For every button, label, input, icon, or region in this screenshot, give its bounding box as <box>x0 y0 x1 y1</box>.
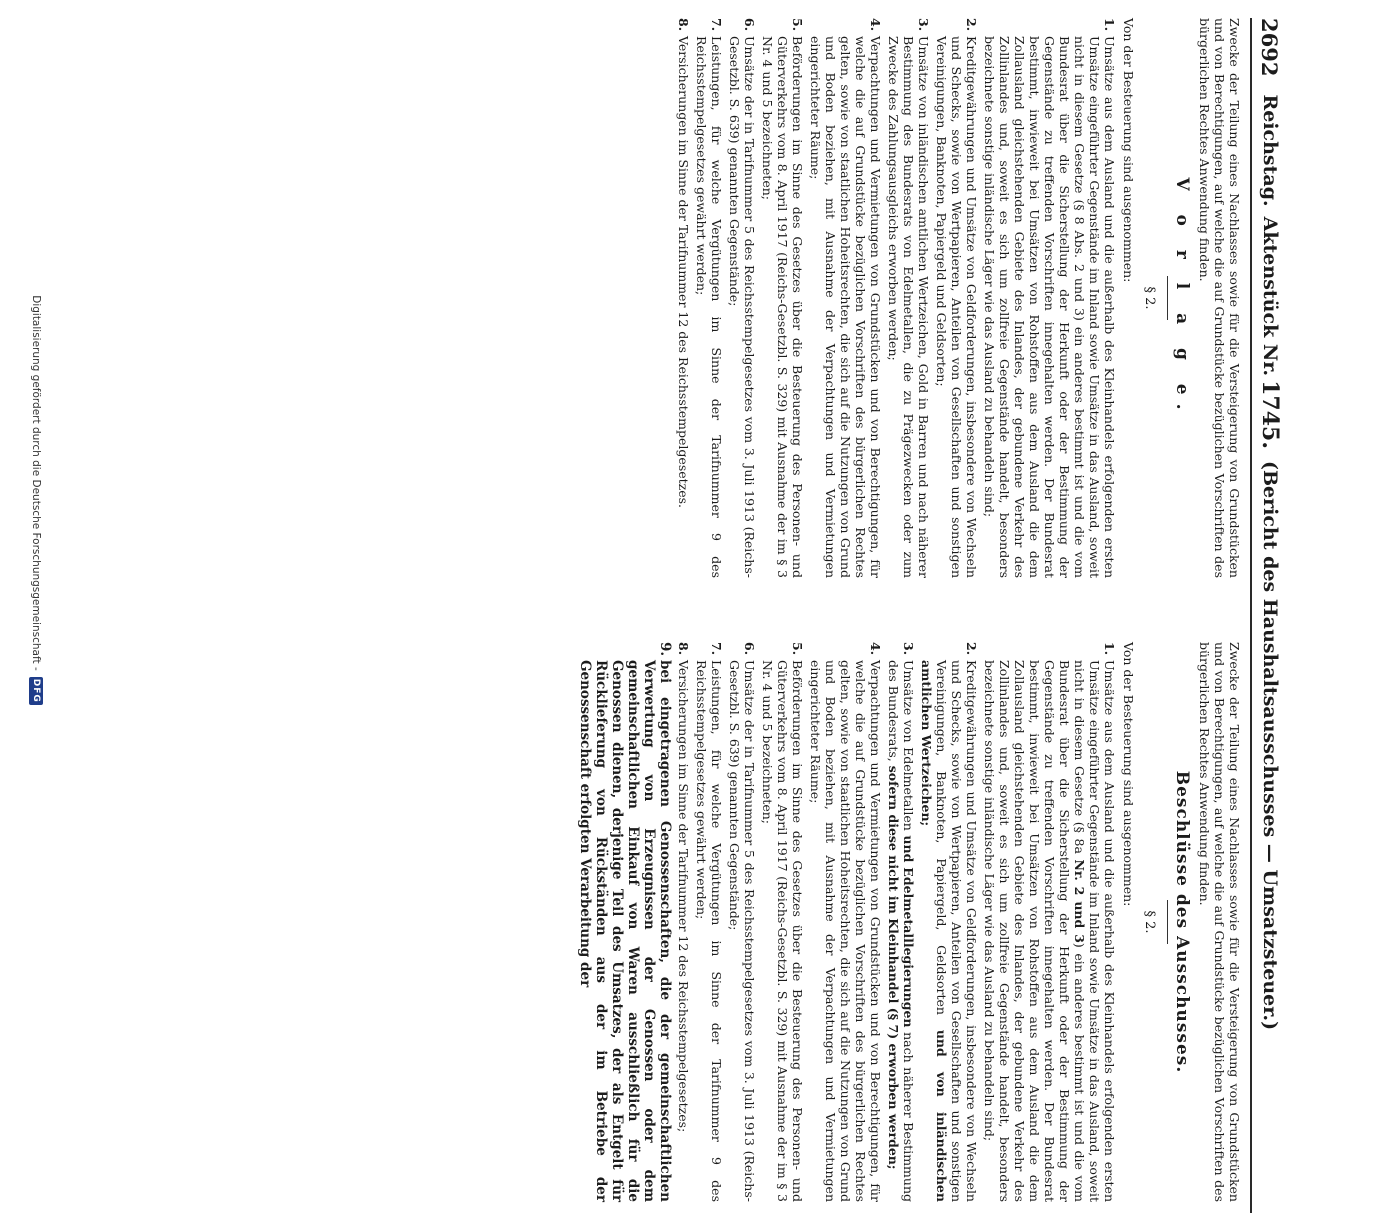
item-number: 3. <box>901 642 916 656</box>
item-number: 7. <box>709 642 724 656</box>
column-beschluesse <box>574 642 1242 1202</box>
item-text: Leistungen, für welche Vergütungen im Sinne der Tarifnummer 9 des Reichsstempelgesetzes gewährt werden; <box>694 660 724 1202</box>
item-text: Umsätze von inländischen amtlichen Wertzeichen, Gold in Barren und nach näherer Bestimmung des Bundesrats von Edelmetallen, die zu Prägezwecken oder zum Zwecke des Zahlungsausgleichs erworben werden; <box>886 36 931 578</box>
item-text: Kreditgewährungen und Umsätze von Geldforderungen, insbesondere von Wechseln und Schecks, sowie von Wertpapieren, Anteilen von Gesellschaften und sonstigen Vereinigungen, Banknoten, Papiergeld, Geldsorten und von inländischen amtlichen Wertzeichen; <box>919 660 979 1202</box>
list-item <box>934 18 979 578</box>
digitization-credit <box>25 0 47 1000</box>
section-heading: § 2. <box>1142 910 1157 934</box>
list-item <box>676 18 691 578</box>
exemption-list <box>676 18 1117 578</box>
item-number: 8. <box>676 18 691 32</box>
list-item <box>694 18 724 578</box>
item-number: 7. <box>709 18 724 32</box>
item-text: Umsätze aus dem Ausland und die außerhalb des Kleinhandels erfolgenden ersten Umsätze eingeführter Gegenstände im Inland sowie Umsätze in das Ausland, soweit nicht in diesem Gesetze (§ 8a Nr. 2 und 3) ein anderes bestimmt ist und die vom Bundesrat über die Sicherstellung der Herkunft oder der Bestimmung der Gegenstände zu treffenden Vorschriften innegehalten werden. Der Bundesrat bestimmt, inwieweit bei Umsätzen von Rohstoffen aus dem Ausland die dem Zollausland gleichstehenden Gebiete des Inlandes, der gebundene Verkehr des Zollinlandes und, soweit es sich um zollfreie Gegenstände handelt, besonders bezeichnete sonstige inländische Läger wie das Ausland zu behandeln sind; <box>982 660 1117 1202</box>
list-item <box>886 18 931 578</box>
document-number: 1745. <box>1257 380 1283 449</box>
column-vorlage <box>673 18 1242 578</box>
item-number: 4. <box>868 18 883 32</box>
intro-paragraph: Zwecke der Teilung eines Nachlasses sowie für die Versteigerung von Grundstücken und von Berechtigungen, auf welche die auf Grundstücke bezüglichen Vorschriften des bürgerlichen Rechtes Anwendung finden. <box>1197 18 1242 578</box>
item-number: 8. <box>676 642 691 656</box>
header-subtitle: (Bericht des Haushaltsausschusses — Umsatzsteuer.) <box>1259 460 1281 1031</box>
title-divider <box>1167 276 1168 320</box>
item-number: 6. <box>742 642 757 656</box>
item-number: 6. <box>742 18 757 32</box>
section-lead: Von der Besteuerung sind ausgenommen: <box>1121 642 1136 907</box>
item-number: 2. <box>964 18 979 32</box>
publication-name: Reichstag. <box>1259 94 1281 207</box>
list-item <box>760 642 805 1202</box>
item-text: Versicherungen im Sinne der Tarifnummer 12 des Reichsstempelgesetzes. <box>676 36 691 509</box>
column-title: V o r l a g e. <box>1172 177 1192 419</box>
list-item <box>727 642 757 1202</box>
item-text: Umsätze von Edelmetallen und Edelmetalllegierungen nach näherer Bestimmung des Bundesrats, sofern diese nicht im Kleinhandel (§ 7) erworben werden; <box>886 660 916 1202</box>
item-number: 1. <box>1102 642 1117 656</box>
list-item <box>886 642 916 1202</box>
item-text: bei eingetragenen Genossenschaften, die der gemeinschaftlichen Verwertung von Erzeugnissen der Genossen oder dem gemeinschaftlichen Einkauf von Waren ausschließlich für die Genossen dienen, derjenige Teil des Umsatzes, der als Entgelt für Rücklieferung von Rückständen aus der im Betriebe der Genossenschaft erfolgten Verarbeitung der <box>577 660 673 1202</box>
list-item <box>760 18 805 578</box>
item-text: Versicherungen im Sinne der Tarifnummer 12 des Reichsstempelgesetzes; <box>676 660 691 1133</box>
item-number: 9. <box>657 642 673 657</box>
item-text: Leistungen, für welche Vergütungen im Sinne der Tarifnummer 9 des Reichsstempelgesetzes gewährt werden; <box>694 36 724 578</box>
column-title: Beschlüsse des Ausschusses. <box>1172 770 1192 1074</box>
list-item <box>982 642 1117 1202</box>
item-text: Umsätze der in Tarifnummer 5 des Reichsstempelgesetzes vom 3. Juli 1913 (Reichs-Gesetzbl. S. 639) genannten Gegenstände; <box>727 660 757 1202</box>
dfg-logo: DFG <box>31 678 41 703</box>
item-number: 4. <box>868 642 883 656</box>
list-item <box>694 642 724 1202</box>
list-item <box>676 642 691 1202</box>
list-item <box>808 18 883 578</box>
item-number: 2. <box>964 642 979 656</box>
item-text: Verpachtungen und Vermietungen von Grundstücken und von Berechtigungen, für welche die auf Grundstücke bezüglichen Vorschriften des bürgerlichen Rechtes gelten, sowie von staatlichen Hoheitsrechten, die sich auf die Nutzungen von Grund und Boden beziehen, mit Ausnahme der Verpachtungen und Vermietungen eingerichteter Räume; <box>808 660 883 1202</box>
page-header <box>1250 18 1288 1213</box>
item-text: Verpachtungen und Vermietungen von Grundstücken und von Berechtigungen, für welche die auf Grundstücke bezüglichen Vorschriften des bürgerlichen Rechtes gelten, sowie von staatlichen Hoheitsrechten, die sich auf die Nutzungen von Grund und Boden beziehen, mit Ausnahme der Verpachtungen und Vermietungen eingerichteter Räume; <box>808 36 883 578</box>
list-item <box>577 642 673 1202</box>
section-heading: § 2. <box>1142 286 1157 310</box>
section-lead: Von der Besteuerung sind ausgenommen: <box>1121 18 1136 283</box>
list-item <box>727 18 757 578</box>
document-prefix: Aktenstück Nr. <box>1259 216 1281 377</box>
item-number: 1. <box>1102 18 1117 32</box>
page-number: 2692 <box>1257 18 1283 77</box>
item-text: Beförderungen im Sinne des Gesetzes über die Besteuerung des Personen- und Güterverkehrs vom 8. April 1917 (Reichs-Gesetzbl. S. 329) mit Ausnahme der im § 3 Nr. 4 und 5 bezeichneten; <box>760 36 805 578</box>
title-divider <box>1167 900 1168 944</box>
item-number: 5. <box>790 18 805 32</box>
list-item <box>919 642 979 1202</box>
exemption-list <box>676 642 883 1202</box>
item-number: 3. <box>916 18 931 32</box>
item-number: 5. <box>790 642 805 656</box>
item-text: Umsätze aus dem Ausland und die außerhalb des Kleinhandels erfolgenden ersten Umsätze eingeführter Gegenstände im Inland sowie Umsätze in das Ausland, soweit nicht in diesem Gesetze (§ 8 Abs. 2 und 3) ein anderes bestimmt ist und die vom Bundesrat über die Sicherstellung der Herkunft oder der Bestimmung der Gegenstände zu treffenden Vorschriften innegehalten werden. Der Bundesrat bestimmt, inwieweit bei Umsätzen von Rohstoffen aus dem Ausland die dem Zollausland gleichstehenden Gebiete des Inlandes, der gebundene Verkehr des Zollinlandes und, soweit es sich um zollfreie Gegenstände handelt, besonders bezeichnete sonstige inländische Läger wie das Ausland zu behandeln sind; <box>982 36 1117 578</box>
item-text: Umsätze der in Tarifnummer 5 des Reichsstempelgesetzes vom 3. Juli 1913 (Reichs-Gesetzbl. S. 639) genannten Gegenstände; <box>727 36 757 578</box>
intro-paragraph: Zwecke der Teilung eines Nachlasses sowie für die Versteigerung von Grundstücken und von Berechtigungen, auf welche die auf Grundstücke bezüglichen Vorschriften des bürgerlichen Rechtes Anwendung finden. <box>1197 642 1242 1202</box>
list-item <box>808 642 883 1202</box>
credit-text: Digitalisierung gefördert durch die Deutsche Forschungsgemeinschaft - <box>30 295 42 671</box>
list-item <box>982 18 1117 578</box>
item-text: Beförderungen im Sinne des Gesetzes über die Besteuerung des Personen- und Güterverkehrs vom 8. April 1917 (Reichs-Gesetzbl. S. 329) mit Ausnahme der im § 3 Nr. 4 und 5 bezeichneten; <box>760 660 805 1202</box>
item-text: Kreditgewährungen und Umsätze von Geldforderungen, insbesondere von Wechseln und Schecks, sowie von Wertpapieren, Anteilen von Gesellschaften und sonstigen Vereinigungen, Banknoten, Papiergeld und Geldsorten; <box>934 36 979 578</box>
